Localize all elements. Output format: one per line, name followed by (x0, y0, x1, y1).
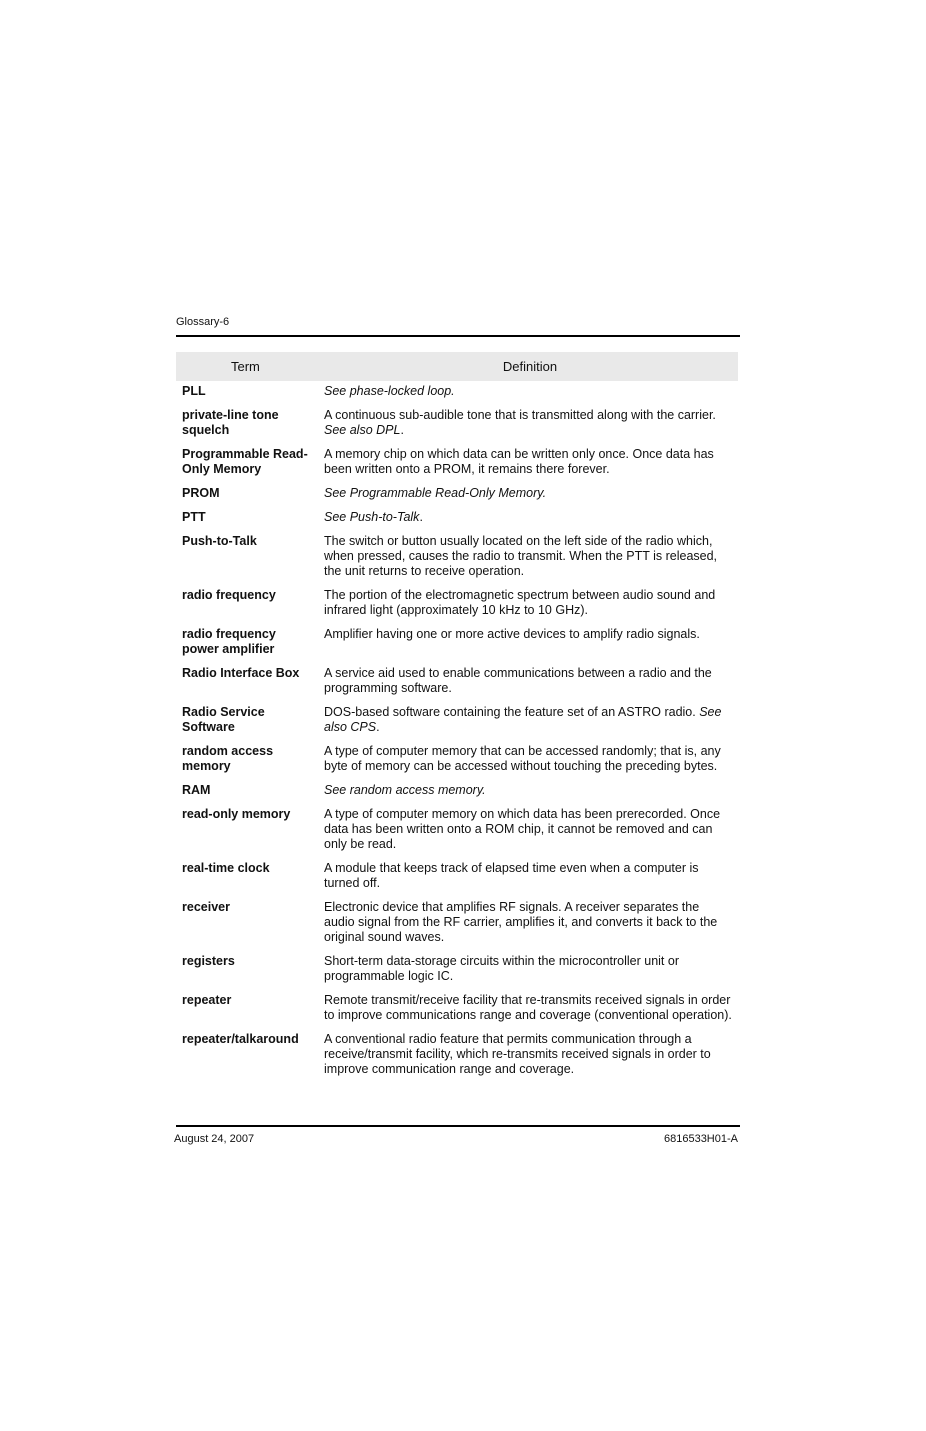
footer-divider (176, 1125, 740, 1127)
glossary-row (176, 861, 738, 900)
glossary-term: Programmable Read-Only Memory (182, 447, 308, 476)
definition-column-header: Definition (322, 352, 738, 381)
glossary-term: registers (182, 954, 235, 968)
glossary-row (176, 588, 738, 627)
glossary-term: radio frequency (182, 588, 276, 602)
definition-text: A memory chip on which data can be written only once. Once data has been written onto a PROM, it remains there forever. (324, 447, 714, 476)
glossary-row (176, 486, 738, 510)
glossary-term: Radio Service Software (182, 705, 265, 734)
glossary-row (176, 381, 738, 408)
glossary-definition (322, 408, 738, 447)
glossary-definition (322, 954, 738, 993)
definition-text: A service aid used to enable communications between a radio and the programming software. (324, 666, 712, 695)
glossary-definition (322, 783, 738, 807)
glossary-row (176, 534, 738, 588)
glossary-row (176, 807, 738, 861)
glossary-row (176, 510, 738, 534)
definition-text: A continuous sub-audible tone that is transmitted along with the carrier. (324, 408, 716, 422)
glossary-definition (322, 993, 738, 1032)
glossary-body (176, 381, 738, 1077)
glossary-row (176, 408, 738, 447)
glossary-row (176, 954, 738, 993)
glossary-definition (322, 447, 738, 486)
definition-text: . (376, 720, 380, 734)
definition-text: DOS-based software containing the feature set of an ASTRO radio. (324, 705, 700, 719)
glossary-row (176, 705, 738, 744)
table-header-row (176, 352, 738, 381)
definition-text: Remote transmit/receive facility that re-transmits received signals in order to improve communications range and coverage (conventional operation). (324, 993, 732, 1022)
glossary-row (176, 666, 738, 705)
term-column-header: Term (176, 352, 322, 381)
glossary-row (176, 447, 738, 486)
definition-text: Amplifier having one or more active devices to amplify radio signals. (324, 627, 700, 641)
glossary-term: PROM (182, 486, 220, 500)
glossary-definition (322, 381, 738, 408)
glossary-definition (322, 705, 738, 744)
definition-text: See random access memory. (324, 783, 486, 797)
footer-date: August 24, 2007 (174, 1133, 255, 1145)
glossary-definition (322, 1032, 738, 1077)
definition-text: The switch or button usually located on the left side of the radio which, when pressed, causes the radio to transmit. When the PTT is released, the unit returns to receive operation. (324, 534, 718, 578)
definition-text: See Programmable Read-Only Memory. (324, 486, 547, 500)
page-label: Glossary-6 (176, 316, 230, 328)
definition-text: . (400, 423, 404, 437)
glossary-term: Radio Interface Box (182, 666, 300, 680)
definition-text: A type of computer memory that can be accessed randomly; that is, any byte of memory can be accessed without touching the preceding bytes. (324, 744, 721, 773)
definition-text: A conventional radio feature that permits communication through a receive/transmit facility, which re-transmits received signals in order to improve communication range and coverage. (324, 1032, 711, 1076)
definition-text: See also DPL (324, 423, 401, 437)
glossary-row (176, 744, 738, 783)
glossary-term: radio frequency power amplifier (182, 627, 276, 656)
glossary-definition (322, 588, 738, 627)
definition-text: A module that keeps track of elapsed time even when a computer is turned off. (324, 861, 699, 890)
definition-text: See also CPS (324, 705, 722, 734)
glossary-definition (322, 486, 738, 510)
glossary-term: PLL (182, 384, 206, 398)
glossary-table (176, 352, 738, 1077)
definition-text: Short-term data-storage circuits within the microcontroller unit or programmable logic IC. (324, 954, 679, 983)
glossary-term: repeater/talkaround (182, 1032, 299, 1046)
glossary-term: real-time clock (182, 861, 270, 875)
glossary-row (176, 783, 738, 807)
definition-text: See Push-to-Talk (324, 510, 420, 524)
glossary-term: repeater (182, 993, 232, 1007)
glossary-definition (322, 510, 738, 534)
glossary-definition (322, 534, 738, 588)
glossary-definition (322, 666, 738, 705)
glossary-term: read-only memory (182, 807, 291, 821)
definition-text: . (419, 510, 423, 524)
definition-text: The portion of the electromagnetic spectrum between audio sound and infrared light (approximately 10 kHz to 10 GHz). (324, 588, 716, 617)
glossary-term: RAM (182, 783, 211, 797)
footer-doc-number: 6816533H01-A (663, 1133, 738, 1145)
glossary-definition (322, 807, 738, 861)
glossary-definition (322, 627, 738, 666)
definition-text: A type of computer memory on which data has been prerecorded. Once data has been written onto a ROM chip, it cannot be removed and can only be read. (324, 807, 721, 851)
glossary-term: PTT (182, 510, 206, 524)
definition-text: See phase-locked loop. (324, 384, 455, 398)
glossary-definition (322, 900, 738, 954)
glossary-row (176, 1032, 738, 1077)
definition-text: Electronic device that amplifies RF signals. A receiver separates the audio signal from the RF carrier, amplifies it, and converts it back to the original sound waves. (324, 900, 718, 944)
glossary-row (176, 627, 738, 666)
glossary-term: private-line tone squelch (182, 408, 279, 437)
glossary-row (176, 993, 738, 1032)
glossary-definition (322, 744, 738, 783)
header-divider (176, 335, 740, 337)
glossary-term: random access memory (182, 744, 274, 773)
glossary-term: Push-to-Talk (182, 534, 257, 548)
glossary-definition (322, 861, 738, 900)
glossary-row (176, 900, 738, 954)
glossary-term: receiver (182, 900, 230, 914)
